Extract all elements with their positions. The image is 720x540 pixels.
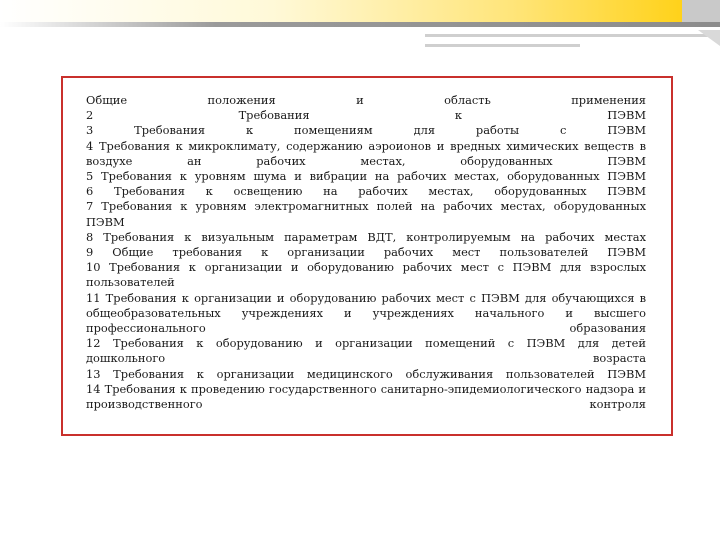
document-line: 5 Требования к уровням шума и вибрации на рабочих местах, оборудованных ПЭВМ [86, 169, 646, 184]
document-line: 7 Требования к уровням электромагнитных полей на рабочих местах, оборудованных [86, 199, 646, 214]
document-line: общеобразовательных учреждениях и учреждениях начального и высшего [86, 305, 646, 320]
document-line: 9 Общие требования к организации рабочих мест пользователей ПЭВМ [86, 245, 646, 260]
header-bar-right [682, 0, 720, 22]
document-line: 8 Требования к визуальным параметрам ВДТ, контролируемым на рабочих местах [86, 229, 646, 244]
document-line: 6 Требования к освещению на рабочих местах, оборудованных ПЭВМ [86, 184, 646, 199]
document-line: дошкольного возраста [86, 351, 646, 366]
document-line: 10 Требования к организации и оборудованию рабочих мест с ПЭВМ для взрослых [86, 260, 646, 275]
document-frame [61, 76, 673, 436]
document-line: производственного контроля [86, 397, 646, 412]
document-line: 13 Требования к организации медицинского обслуживания пользователей ПЭВМ [86, 366, 646, 381]
document-line: профессионального образования [86, 321, 646, 336]
document-text [86, 93, 646, 412]
document-line: пользователей [86, 275, 175, 290]
document-line: 11 Требования к организации и оборудованию рабочих мест с ПЭВМ для обучающихся в [86, 290, 646, 305]
header-bar-accent [0, 0, 682, 22]
document-line: 3 Требования к помещениям для работы с ПЭВМ [86, 123, 646, 138]
header-divider [0, 22, 720, 27]
document-line: Общие положения и область применения [86, 93, 646, 107]
document-line: ПЭВМ [86, 214, 125, 229]
document-line: 4 Требования к микроклимату, содержанию аэроионов и вредных химических веществ в [86, 138, 646, 153]
document-line: 12 Требования к оборудованию и организации помещений с ПЭВМ для детей [86, 336, 646, 351]
document-line: 2 Требования к ПЭВМ [86, 108, 646, 123]
document-line: 14 Требования к проведению государственного санитарно-эпидемиологического надзора и [86, 381, 646, 396]
header-thin-line-short [425, 44, 580, 47]
corner-decoration [698, 30, 720, 46]
header-thin-line [425, 34, 720, 37]
document-line: воздухе ан рабочих местах, оборудованных ПЭВМ [86, 153, 646, 168]
